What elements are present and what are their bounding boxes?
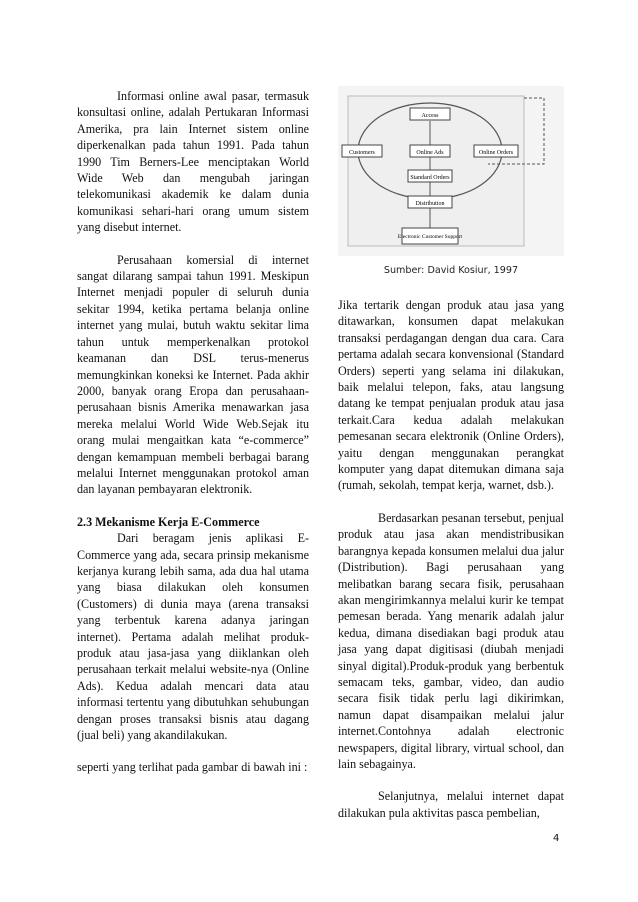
page-number: 4 bbox=[553, 833, 560, 844]
paragraph: Selanjutnya, melalui internet dapat dilakukan pula aktivitas pasca pembelian, bbox=[338, 789, 564, 820]
label-online-orders: Online Orders bbox=[478, 150, 514, 156]
paragraph: Informasi online awal pasar, termasuk konsultasi online, adalah Pertukaran Informasi Amerika, pra lain Internet sistem online diperkenalkan pada tahun 1991. Pada tahun 1990 Tim Berners-Lee menciptakan World Wide Web dan mengubah jaringan telekomunikasi akademik ke dalam dunia komunikasi sehari-hari orang umum sistem yang disebut internet. bbox=[77, 89, 309, 235]
label-customers: Customers bbox=[349, 150, 375, 156]
section-heading: 2.3 Mekanisme Kerja E-Commerce bbox=[77, 514, 260, 529]
label-access: Access bbox=[421, 113, 439, 119]
figure-caption: Sumber: David Kosiur, 1997 bbox=[383, 265, 519, 276]
diagram-svg bbox=[338, 86, 564, 256]
paragraph: Berdasarkan pesanan tersebut, penjual produk atau jasa akan mendistribusikan barangnya kepada konsumen melalui dua jalur (Distribution). Bagi perusahaan yang melibatkan barang secara fisik, perusahaan akan mengirimkannya melalui kurir ke tempat pemesan berada. Yang menarik adalah jalur kedua, dimana disediakan bagi produk atau jasa yang dapat digitisasi (diubah menjadi sinyal digital).Produk-produk yang berbentuk semacam teks, gambar, video, dan audio secara fisik tidak perlu lagi dikirimkan, namun dapat disampaikan melalui jalur internet.Contohnya adalah electronic newspapers, digital library, virtual school, dan lain sebagainya. bbox=[338, 510, 564, 771]
right-column bbox=[338, 297, 564, 837]
label-support: Electronic Customer Support bbox=[397, 234, 463, 240]
left-column bbox=[77, 88, 309, 792]
ecommerce-diagram bbox=[338, 86, 564, 256]
paragraph: Jika tertarik dengan produk atau jasa yang ditawarkan, konsumen dapat melakukan transaksi perdagangan dengan dua cara. Cara pertama adalah secara konvensional (Standard Orders) seperti yang selama ini dilakukan, baik melalui telepon, faks, atau langsung datang ke tempat penjualan produk atau jasa terkait.Cara kedua adalah melakukan pemesanan secara elektronik (Online Orders), yaitu dengan menggunakan perangkat komputer yang dapat ditemukan dimana saja (rumah, sekolah, tempat kerja, warnet, dsb.). bbox=[338, 298, 564, 493]
paragraph: seperti yang terlihat pada gambar di bawah ini : bbox=[77, 760, 308, 775]
label-standard-orders: Standard Orders bbox=[410, 175, 450, 181]
paragraph: Perusahaan komersial di internet sangat dilarang sampai tahun 1991. Meskipun Internet menjadi populer di seluruh dunia sekitar 1994, ketika pertama belanja online internet yang mulai, butuh waktu sekitar lima tahun untuk memperkenalkan protokol keamanan dan DSL terus-menerus memungkinkan koneksi ke Internet. Pada akhir 2000, banyak orang Eropa dan perusahaan-perusahaan bisnis Amerika menawarkan jasa mereka melalui World Wide Web.Sejak itu orang mulai mengaitkan kata “e-commerce” dengan kemampuan membeli berbagai barang melalui Internet menggunakan protokol aman dan layanan pembayaran elektronik. bbox=[77, 252, 309, 497]
paragraph: Dari beragam jenis aplikasi E-Commerce yang ada, secara prinsip mekanisme kerjanya kurang lebih sama, ada dua hal utama yang biasa dilakukan oleh konsumen (Customers) di dunia maya (arena transaksi yang terbentuk karena adanya jaringan internet). Pertama adalah melihat produk-produk atau jasa-jasa yang diiklankan oleh perusahaan terkait melalui website-nya (Online Ads). Kedua adalah mencari data atau informasi tertentu yang dibutuhkan sehubungan dengan proses transaksi bisnis atau dagang (jual beli) yang akandilakukan. bbox=[77, 531, 309, 743]
label-online-ads: Online Ads bbox=[416, 150, 444, 156]
label-distribution: Distribution bbox=[415, 201, 445, 207]
